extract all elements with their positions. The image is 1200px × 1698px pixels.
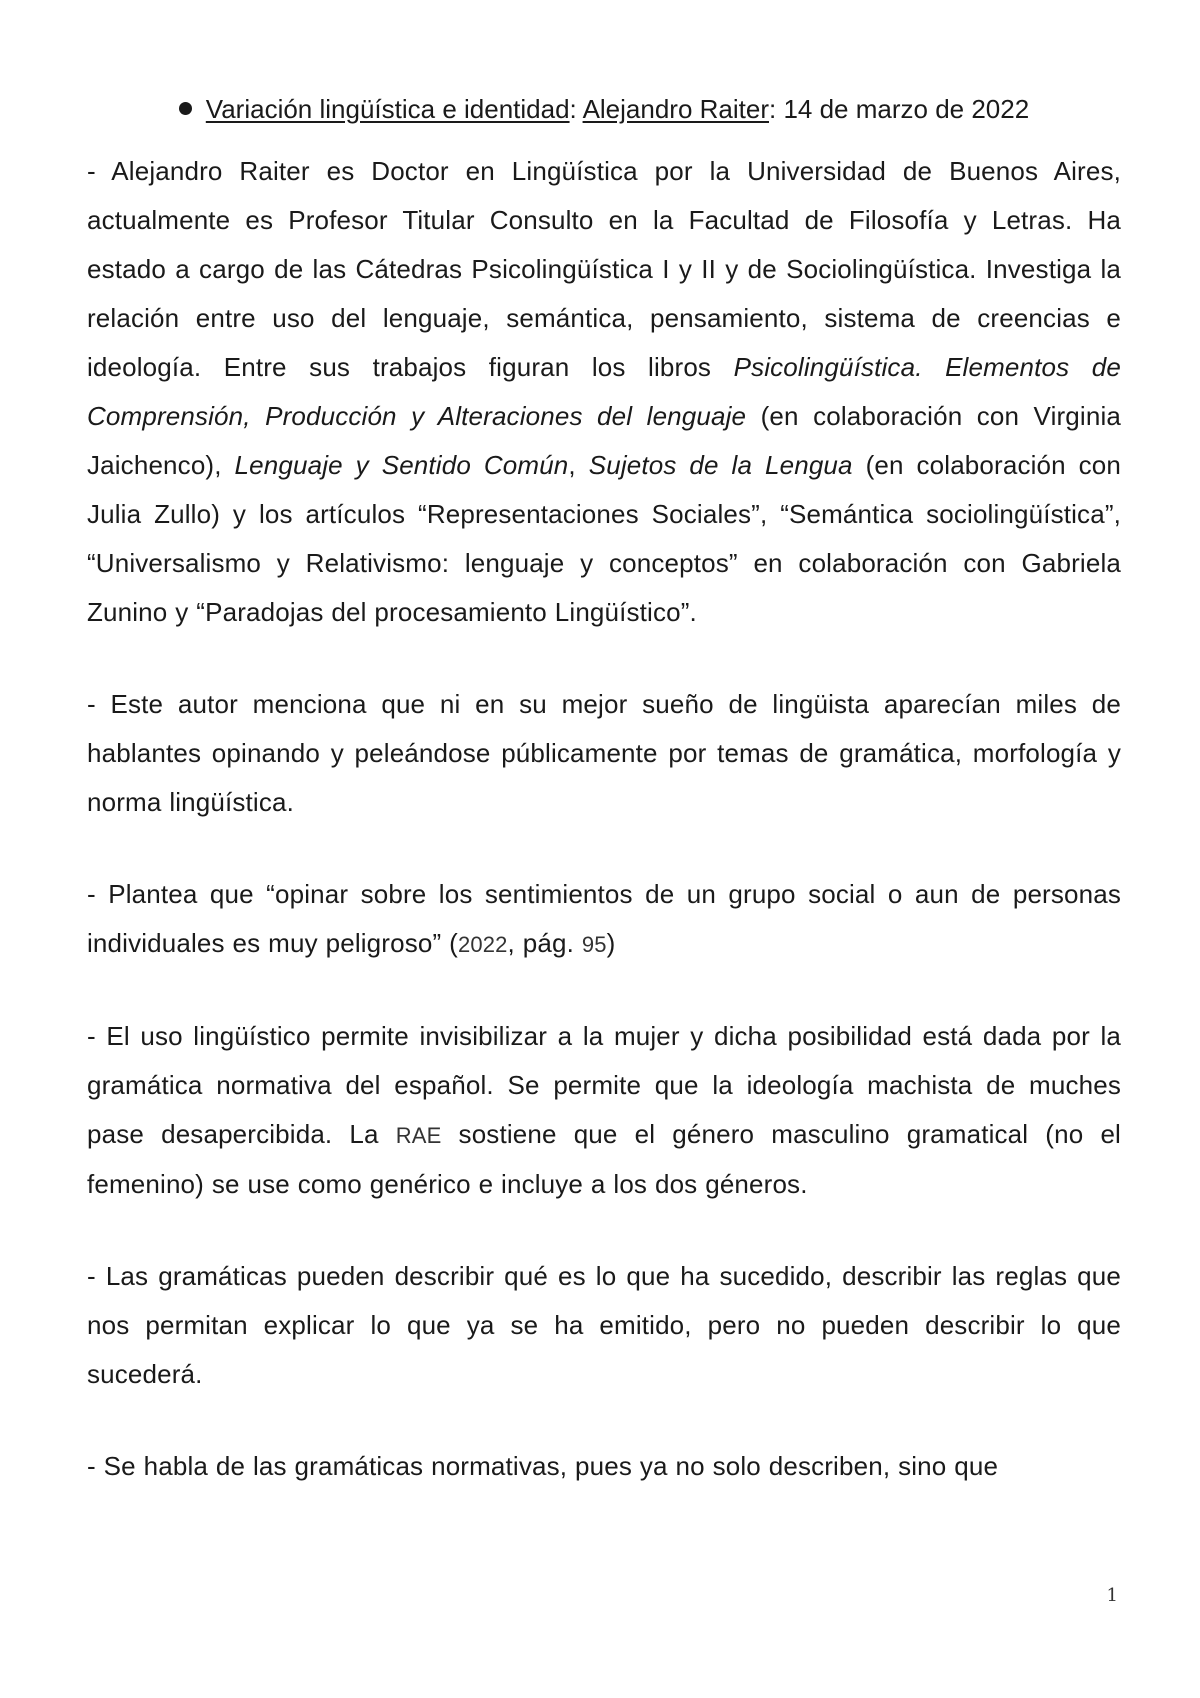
page-number: 1 [1106,1585,1118,1606]
text-segment: sostiene que el género masculino gramatical (no el femenino) se use como genérico e incluye a los dos géneros. [87,1119,1121,1199]
text-segment: (en colaboración con Virginia Jaichenco), [87,401,1121,480]
paragraph-author-bio [87,147,1121,637]
text-segment: , [568,450,589,480]
heading-date: 14 de marzo de 2022 [783,94,1030,124]
book-title: Sujetos de la Lengua [588,450,853,480]
bullet-icon [179,102,192,115]
citation-year: 2022 [457,932,508,957]
paragraph-quote [87,870,1121,969]
book-title: Lenguaje y Sentido Común [234,450,569,480]
text-segment: ) [606,928,616,958]
citation-page: 95 [581,932,607,957]
text-segment: - Alejandro Raiter es Doctor en Lingüística por la Universidad de Buenos Aires, actualmente es Profesor Titular Consulto en la Facultad de Filosofía y Letras. Ha estado a cargo de las Cátedras Psicolingüística I y II y de Sociolingüística. Investiga la relación entre uso del lenguaje, semántica, pensamiento, sistema de creencias e ideología. Entre sus trabajos figuran los libros [87,156,1121,382]
text-segment: - Plantea que “opinar sobre los sentimientos de un grupo social o aun de personas individuales es muy peligroso” ( [87,879,1121,958]
paragraph-grammar-describe: - Las gramáticas pueden describir qué es lo que ha sucedido, describir las reglas que nos permitan explicar lo que ya se ha emitido, pero no pueden describir lo que sucederá. [87,1261,1121,1389]
document-page [87,85,1121,1491]
heading-separator: : [569,94,583,124]
heading-author: Alejandro Raiter [582,94,769,124]
paragraph-grammar-gender [87,1012,1121,1209]
section-heading [87,85,1121,133]
text-segment: - El uso lingüístico permite invisibilizar a la mujer y dicha posibilidad está dada por la gramática normativa del español. Se permite que la ideología machista de muches pase desapercibida. La [87,1021,1121,1149]
heading-separator: : [769,94,784,124]
paragraph-normative: - Se habla de las gramáticas normativas, pues ya no solo describen, sino que [87,1451,999,1481]
text-segment: (en colaboración con Julia Zullo) y los artículos “Representaciones Sociales”, “Semántica sociolingüística”, “Universalismo y Relativismo: lenguaje y conceptos” en colaboración con Gabriela Zunino y “Paradojas del procesamiento Lingüístico”. [87,450,1122,627]
book-title: Psicolingüística. Elementos de Comprensión, Producción y Alteraciones del lenguaje [87,352,1121,431]
acronym-rae: RAE [395,1123,442,1148]
text-segment: , pág. [507,928,582,958]
heading-title: Variación lingüística e identidad [205,94,570,124]
paragraph-dream: - Este autor menciona que ni en su mejor sueño de lingüista aparecían miles de hablantes opinando y peleándose públicamente por temas de gramática, morfología y norma lingüística. [87,689,1121,817]
